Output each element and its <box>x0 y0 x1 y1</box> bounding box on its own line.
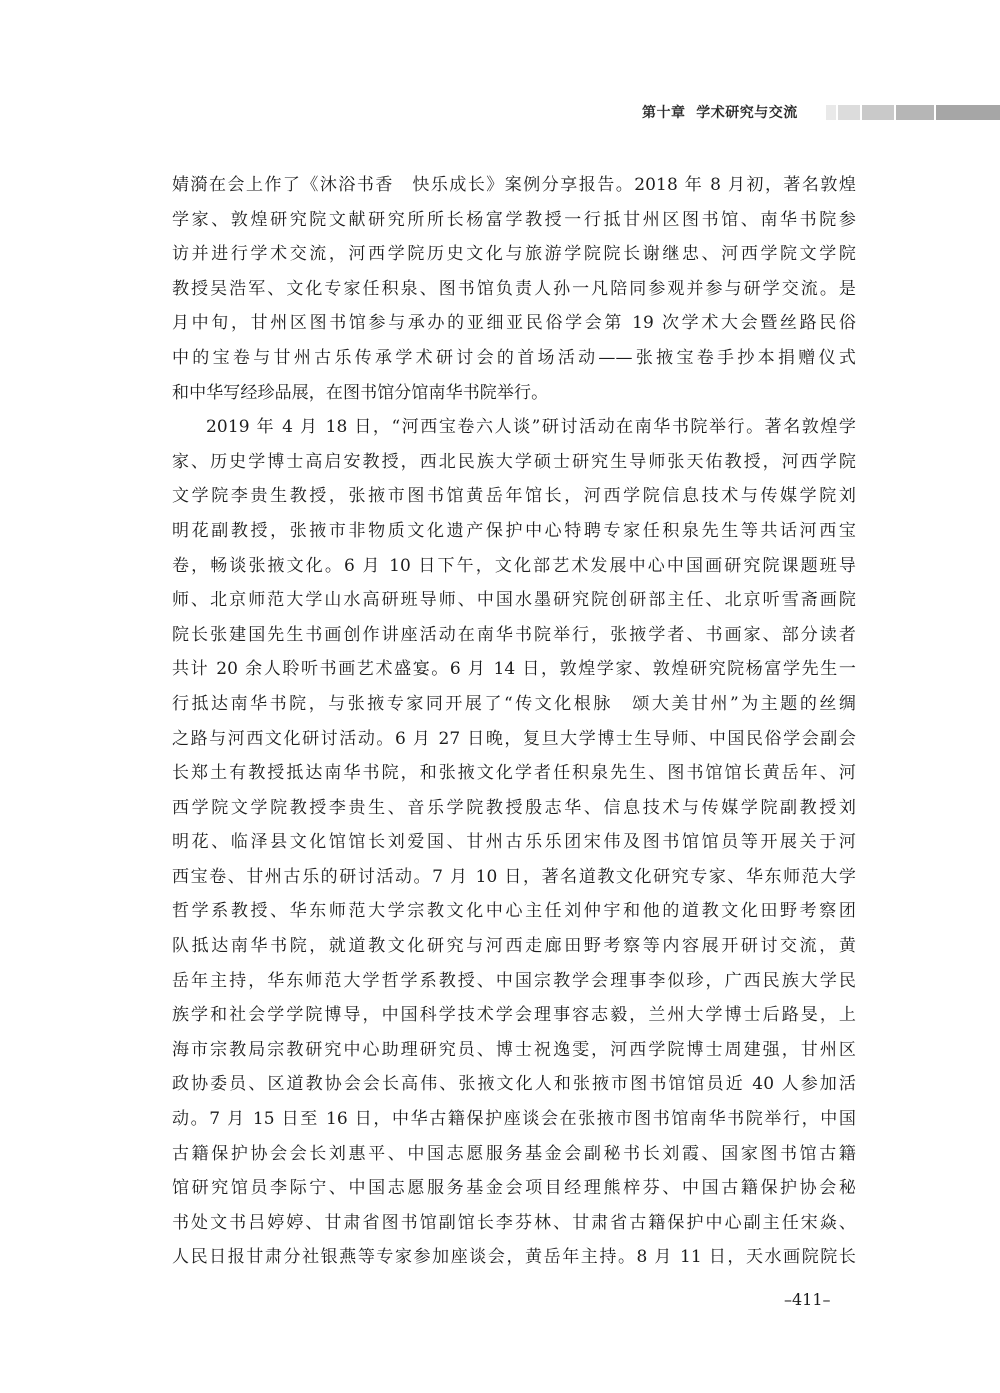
text-line: 书处文书吕婷婷、甘肃省图书馆副馆长李芬林、甘肃省古籍保护中心副主任宋焱、 <box>172 1212 856 1233</box>
text-line: 文学院李贵生教授，张掖市图书馆黄岳年馆长，河西学院信息技术与传媒学院刘 <box>172 486 856 507</box>
text-line: 人民日报甘肃分社银燕等专家参加座谈会，黄岳年主持。8 月 11 日，天水画院院长 <box>172 1247 856 1268</box>
header-decoration-bar <box>826 105 836 120</box>
text-line: 访并进行学术交流，河西学院历史文化与旅游学院院长谢继忠、河西学院文学院 <box>172 244 856 265</box>
text-line: 中的宝卷与甘州古乐传承学术研讨会的首场活动——张掖宝卷手抄本捐赠仪式 <box>172 347 856 368</box>
text-line: 海市宗教局宗教研究中心助理研究员、博士祝逸雯，河西学院博士周建强，甘州区 <box>172 1039 856 1060</box>
chapter-number: 第十章 <box>642 105 686 121</box>
page-number: –411– <box>784 1290 831 1309</box>
body-text <box>172 168 856 1275</box>
chapter-heading <box>642 102 798 122</box>
text-line: 家、历史学博士高启安教授，西北民族大学硕士研究生导师张天佑教授，河西学院 <box>172 451 856 472</box>
text-line: 古籍保护协会会长刘惠平、中国志愿服务基金会副秘书长刘霞、国家图书馆古籍 <box>172 1143 856 1164</box>
text-line: 族学和社会学学院博导，中国科学技术学会理事容志毅，兰州大学博士后路旻，上 <box>172 1005 856 1026</box>
text-line: 动。7 月 15 日至 16 日，中华古籍保护座谈会在张掖市图书馆南华书院举行，中国 <box>172 1109 856 1130</box>
chapter-title: 学术研究与交流 <box>696 105 798 121</box>
text-line: 政协委员、区道教协会会长高伟、张掖文化人和张掖市图书馆馆员近 40 人参加活 <box>172 1074 856 1095</box>
text-line: 之路与河西文化研讨活动。6 月 27 日晚，复旦大学博士生导师、中国民俗学会副会 <box>172 728 856 749</box>
text-line: 2019 年 4 月 18 日，“河西宝卷六人谈”研讨活动在南华书院举行。著名敦煌学 <box>206 417 856 438</box>
text-line: 学家、敦煌研究院文献研究所所长杨富学教授一行抵甘州区图书馆、南华书院参 <box>172 209 856 230</box>
text-line: 西学院文学院教授李贵生、音乐学院教授殷志华、信息技术与传媒学院副教授刘 <box>172 797 856 818</box>
text-line: 院长张建国先生书画创作讲座活动在南华书院举行，张掖学者、书画家、部分读者 <box>172 624 856 645</box>
text-line: 明花、临泽县文化馆馆长刘爱国、甘州古乐乐团宋伟及图书馆馆员等开展关于河 <box>172 832 856 853</box>
paragraph-2 <box>172 410 856 1275</box>
text-line: 长郑土有教授抵达南华书院，和张掖文化学者任积泉先生、图书馆馆长黄岳年、河 <box>172 763 856 784</box>
header-decoration-bar <box>936 105 1000 120</box>
text-line: 和中华写经珍品展，在图书馆分馆南华书院举行。 <box>172 382 549 403</box>
paragraph-1 <box>172 168 856 410</box>
text-line: 教授吴浩军、文化专家任积泉、图书馆负责人孙一凡陪同参观并参与研学交流。是 <box>172 278 856 299</box>
text-line: 队抵达南华书院，就道教文化研究与河西走廊田野考察等内容展开研讨交流，黄 <box>172 936 856 957</box>
text-line: 卷，畅谈张掖文化。6 月 10 日下午，文化部艺术发展中心中国画研究院课题班导 <box>172 555 856 576</box>
text-line: 师、北京师范大学山水高研班导师、中国水墨研究院创研部主任、北京听雪斋画院 <box>172 590 856 611</box>
running-header <box>0 100 1000 124</box>
text-line: 月中旬，甘州区图书馆参与承办的亚细亚民俗学会第 19 次学术大会暨丝路民俗 <box>172 313 856 334</box>
header-decoration-bar <box>896 105 934 120</box>
text-line: 哲学系教授、华东师范大学宗教文化中心主任刘仲宇和他的道教文化田野考察团 <box>172 901 856 922</box>
header-decoration-bar <box>838 105 860 120</box>
text-line: 共计 20 余人聆听书画艺术盛宴。6 月 14 日，敦煌学家、敦煌研究院杨富学先生一 <box>172 659 856 680</box>
text-line: 西宝卷、甘州古乐的研讨活动。7 月 10 日，著名道教文化研究专家、华东师范大学 <box>172 866 856 887</box>
text-line: 岳年主持，华东师范大学哲学系教授、中国宗教学会理事李似珍，广西民族大学民 <box>172 970 856 991</box>
text-line: 行抵达南华书院，与张掖专家同开展了“传文化根脉 颂大美甘州”为主题的丝绸 <box>172 693 856 714</box>
text-line: 婧漪在会上作了《沐浴书香 快乐成长》案例分享报告。2018 年 8 月初，著名敦煌 <box>172 175 856 195</box>
text-line: 馆研究馆员李际宁、中国志愿服务基金会项目经理熊梓芬、中国古籍保护协会秘 <box>172 1178 856 1199</box>
header-decoration-bar <box>862 105 894 120</box>
text-line: 明花副教授，张掖市非物质文化遗产保护中心特聘专家任积泉先生等共话河西宝 <box>172 520 856 541</box>
